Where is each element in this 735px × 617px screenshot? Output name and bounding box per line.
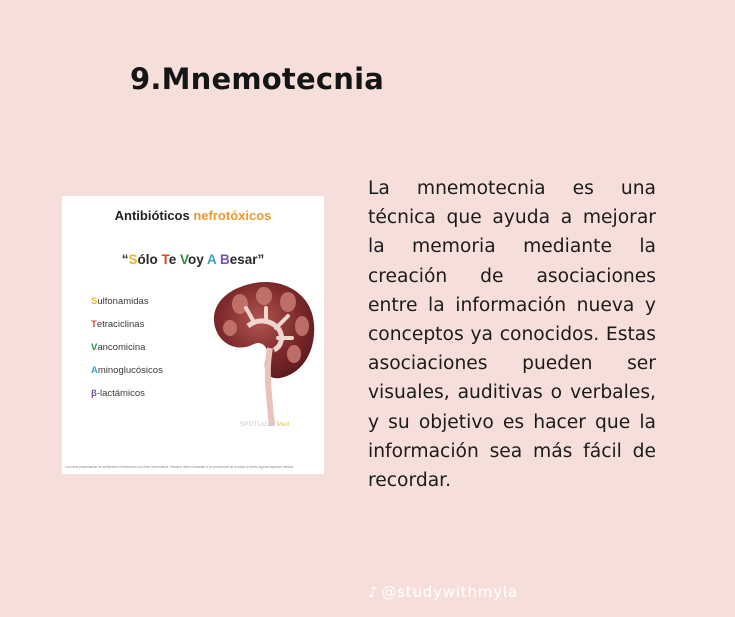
drug-initial: A xyxy=(91,365,98,376)
card-footnote: La nueva presentación de antibióticos nefrotóxicos con fines informativos. Siempre debes consultar a un profesional de la salud si tienes alguna inquietud médica. xyxy=(65,465,295,469)
description-paragraph: La mnemotecnia es una técnica que ayuda a mejorar la memoria mediante la creación de asociaciones entre la información nueva y conceptos ya conocidos. Estas asociaciones pueden ser visuales, auditivas o verbales, y su objetivo es hacer que la información sea más fácil de recordar. xyxy=(368,178,656,492)
drug-list-item xyxy=(91,388,163,411)
watermark-handle: @studywithmyla xyxy=(381,583,518,601)
ureter xyxy=(268,348,272,426)
drug-name-rest: ancomicina xyxy=(97,342,146,353)
drug-name-rest: -lactámicos xyxy=(96,388,145,399)
mnemonic-segment: A xyxy=(207,252,217,267)
mnemonic-segment: S xyxy=(128,252,138,267)
drug-name-rest: etraciclinas xyxy=(96,319,145,330)
mnemonic-segment: B xyxy=(220,252,230,267)
mnemonic-segment: “ xyxy=(121,252,129,267)
tiktok-icon: ♪ xyxy=(368,583,379,601)
mnemonic-segment: ólo xyxy=(137,252,162,267)
card-heading-part2: nefrotóxicos xyxy=(193,208,272,223)
drug-list-item xyxy=(91,342,163,365)
drug-list-item xyxy=(91,296,163,319)
drug-name-rest: minoglucósicos xyxy=(97,365,163,376)
kidney-illustration xyxy=(210,278,318,428)
card-heading-part1: Antibióticos xyxy=(114,208,190,223)
drug-list xyxy=(91,296,163,411)
mnemonic-segment: V xyxy=(179,252,188,267)
card-heading xyxy=(62,208,324,223)
drug-initial: V xyxy=(91,342,98,353)
mnemonic-phrase xyxy=(62,252,324,267)
drug-initial: T xyxy=(91,319,97,330)
drug-initial: β xyxy=(91,388,97,399)
drug-list-item xyxy=(91,365,163,388)
mnemonic-segment: e xyxy=(168,252,180,267)
page-title: 9.Mnemotecnia xyxy=(130,62,384,96)
mnemonic-segment: oy xyxy=(187,252,207,267)
tiktok-watermark xyxy=(368,583,518,601)
brand-watermark: SPOTLIGHTMed xyxy=(240,422,290,428)
mnemonic-image-card xyxy=(62,196,324,474)
drug-name-rest: ulfonamidas xyxy=(97,296,149,307)
drug-initial: S xyxy=(91,296,98,307)
drug-list-item xyxy=(91,319,163,342)
mnemonic-segment: esar” xyxy=(229,252,265,267)
mnemonic-segment: T xyxy=(161,252,169,267)
